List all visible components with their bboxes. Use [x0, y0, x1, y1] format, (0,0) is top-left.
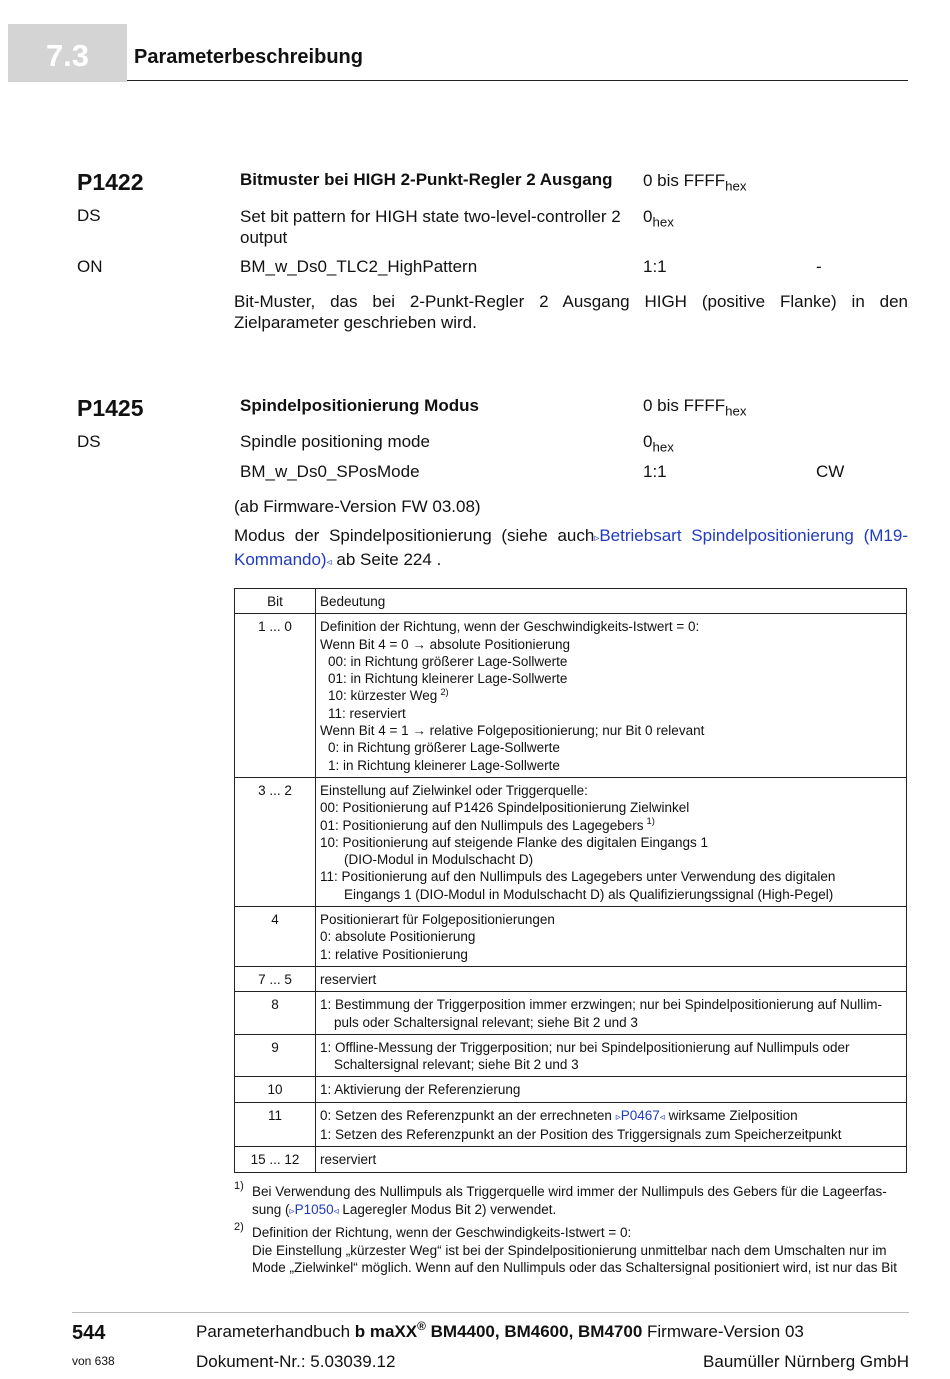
meaning-line: Wenn Bit 4 = 1 → relative Folgepositionierung; nur Bit 0 relevant	[320, 723, 705, 739]
meaning-cell	[316, 1102, 907, 1147]
param-description: Bit-Muster, das bei 2-Punkt-Regler 2 Ausgang HIGH (positive Flanke) in den Zielparameter geschrieben wird.	[234, 292, 908, 332]
meaning-line: 10: Positionierung auf steigende Flanke des digitalen Eingangs 1	[320, 834, 709, 850]
param-scale: 1:1	[643, 462, 667, 481]
bit-cell: 9	[235, 1034, 316, 1077]
footnote-1: Bei Verwendung des Nullimpuls als Triggerquelle wird immer der Nullimpuls des Gebers für die Lageerfas- sung (▹P1050◃ Lageregler Modus Bit 2) verwendet.	[252, 1184, 887, 1217]
bit-cell: 15 ... 12	[235, 1147, 316, 1172]
param-title-de: Spindelpositionierung Modus	[240, 396, 479, 415]
param-unit: -	[816, 257, 822, 276]
bit-cell: 4	[235, 907, 316, 967]
param-title-en: Spindle positioning mode	[240, 432, 430, 451]
meaning-line: 1: Aktivierung der Referenzierung	[320, 1082, 521, 1098]
meaning-line: 00: in Richtung größerer Lage-Sollwerte	[328, 653, 568, 669]
footnote-ref: 2)	[440, 686, 449, 698]
footer-divider	[72, 1312, 909, 1313]
meaning-line: 10: kürzester Weg $^{2)}$	[328, 686, 449, 704]
footnote-mark: 1)	[234, 1180, 244, 1192]
footnote-mark: 2)	[234, 1221, 244, 1233]
param-range: 0 bis $FFFF_{hex}$	[643, 171, 747, 194]
param-tag-on: ON	[77, 257, 103, 276]
table-row	[235, 907, 907, 967]
param-default: $0_{hex}$	[643, 432, 674, 455]
meaning-line: 1: in Richtung kleinerer Lage-Sollwerte	[328, 757, 560, 773]
table-row	[235, 777, 907, 906]
param-description: Modus der Spindelpositionierung (siehe auch▹Betriebsart Spindelpositionierung (M19-Kommando)◃ ab Seite 224 .	[234, 526, 908, 569]
table-row	[235, 1147, 907, 1172]
section-number: 7.3	[45, 38, 90, 73]
param-tag-ds: DS	[77, 206, 101, 225]
meaning-line: 00: Positionierung auf P1426 Spindelpositionierung Zielwinkel	[320, 800, 690, 816]
param-variable: BM_w_Ds0_TLC2_HighPattern	[240, 257, 478, 276]
meaning-line: Positionierart für Folgepositionierungen	[320, 912, 555, 928]
meaning-line: 1: relative Positionierung	[320, 946, 468, 962]
meaning-line: 01: Positionierung auf den Nullimpuls des Lagegebers $^{1)}$	[320, 815, 655, 833]
xref-open-icon: ▹	[594, 533, 600, 544]
param-tag-ds: DS	[77, 432, 101, 451]
param-unit: CW	[816, 462, 845, 481]
meaning-cell	[316, 1077, 907, 1102]
table-row	[235, 1077, 907, 1102]
bit-table-body	[235, 614, 907, 1172]
bit-cell: 10	[235, 1077, 316, 1102]
meaning-cell	[316, 1034, 907, 1077]
bit-table	[234, 588, 907, 1173]
xref-close-icon: ◃	[659, 1111, 665, 1123]
meaning-line: Wenn Bit 4 = 0 → absolute Positionierung	[320, 636, 571, 652]
column-header-bit: Bit	[235, 589, 316, 614]
meaning-line: Eingangs 1 (DIO-Modul in Modulschacht D) als Qualifizierungssignal (High-Pegel)	[344, 886, 834, 902]
bit-cell: 8	[235, 992, 316, 1035]
meaning-line: (DIO-Modul in Modulschacht D)	[344, 852, 534, 868]
xref-close-icon: ◃	[326, 557, 332, 568]
xref-open-icon: ▹	[289, 1205, 295, 1217]
page-number: 544	[72, 1322, 106, 1344]
param-number: P1422	[77, 169, 144, 195]
meaning-cell	[316, 614, 907, 778]
param-title-en: Set bit pattern for HIGH state two-level-controller 2 output	[240, 207, 621, 247]
meaning-line: 01: in Richtung kleinerer Lage-Sollwerte	[328, 671, 568, 687]
table-header-row	[235, 589, 907, 614]
header-divider	[127, 80, 908, 81]
meaning-line: Einstellung auf Zielwinkel oder Triggerquelle:	[320, 782, 588, 798]
xref-close-icon: ◃	[333, 1205, 339, 1217]
meaning-line: 1: Bestimmung der Triggerposition immer erzwingen; nur bei Spindelpositionierung auf Nullim-	[320, 997, 883, 1013]
meaning-line: 0: absolute Positionierung	[320, 929, 476, 945]
param-scale: 1:1	[643, 257, 667, 276]
firmware-note: (ab Firmware-Version FW 03.08)	[234, 497, 481, 516]
meaning-cell	[316, 907, 907, 967]
xref-mode-link[interactable]: ▹Betriebsart Spindelpositionierung (M19-Kommando)◃	[234, 526, 908, 569]
page-total: von 638	[72, 1354, 115, 1368]
param-title-de: Bitmuster bei HIGH 2-Punkt-Regler 2 Ausgang	[240, 170, 613, 189]
table-row	[235, 1102, 907, 1147]
meaning-line: 1: Offline-Messung der Triggerposition; nur bei Spindelpositionierung auf Nullimpuls oder	[320, 1039, 850, 1055]
footer-book-title: Parameterhandbuch b maXX® BM4400, BM4600, BM4700 Firmware-Version 03	[196, 1318, 804, 1341]
footer-document-number: Dokument-Nr.: 5.03039.12	[196, 1352, 396, 1371]
table-row	[235, 992, 907, 1035]
footnote-ref: 1)	[646, 815, 655, 827]
bit-cell: 11	[235, 1102, 316, 1147]
table-row	[235, 966, 907, 991]
column-header-meaning: Bedeutung	[316, 589, 907, 614]
footnote-2: Definition der Richtung, wenn der Geschwindigkeits-Istwert = 0: Die Einstellung „kürzester Weg“ ist bei der Spindelpositionierung unmittelbar nach dem Umschalten nur im Mode „Zielwinkel“ möglich. Wenn auf den Nullimpuls oder das Schaltersignal positioniert wird, ist nur das Bit	[252, 1225, 898, 1275]
meaning-cell	[316, 777, 907, 906]
section-title: Parameterbeschreibung	[134, 46, 363, 68]
meaning-line: 11: Positionierung auf den Nullimpuls des Lagegebers unter Verwendung des digitalen	[320, 869, 836, 885]
xref-p1050-link[interactable]: ▹P1050◃	[289, 1201, 339, 1217]
meaning-cell	[316, 1147, 907, 1172]
meaning-line: 11: reserviert	[328, 705, 406, 721]
param-variable: BM_w_Ds0_SPosMode	[240, 462, 420, 481]
meaning-cell	[316, 966, 907, 991]
table-row	[235, 614, 907, 778]
meaning-line: puls oder Schaltersignal relevant; siehe Bit 2 und 3	[334, 1014, 638, 1030]
table-row	[235, 1034, 907, 1077]
meaning-line: reserviert	[320, 1152, 377, 1168]
param-range: 0 bis $FFFF_{hex}$	[643, 396, 747, 419]
param-number: P1425	[77, 395, 144, 421]
xref-open-icon: ▹	[615, 1111, 621, 1123]
bit-cell: 1 ... 0	[235, 614, 316, 778]
meaning-line: Definition der Richtung, wenn der Geschwindigkeits-Istwert = 0:	[320, 619, 700, 635]
meaning-line: 0: Setzen des Referenzpunkt an der errechneten ▹P0467◃ wirksame Zielposition	[320, 1107, 798, 1123]
meaning-line: 1: Setzen des Referenzpunkt an der Position des Triggersignals zum Speicherzeitpunkt	[320, 1127, 842, 1143]
footer-company: Baumüller Nürnberg GmbH	[703, 1352, 909, 1371]
param-default: $0_{hex}$	[643, 207, 674, 230]
meaning-line: reserviert	[320, 971, 377, 987]
meaning-line: Schaltersignal relevant; siehe Bit 2 und 3	[334, 1057, 579, 1073]
bit-cell: 3 ... 2	[235, 777, 316, 906]
bit-cell: 7 ... 5	[235, 966, 316, 991]
meaning-line: 0: in Richtung größerer Lage-Sollwerte	[328, 740, 560, 756]
xref-p0467-link[interactable]: ▹P0467◃	[615, 1107, 665, 1123]
meaning-cell	[316, 992, 907, 1035]
